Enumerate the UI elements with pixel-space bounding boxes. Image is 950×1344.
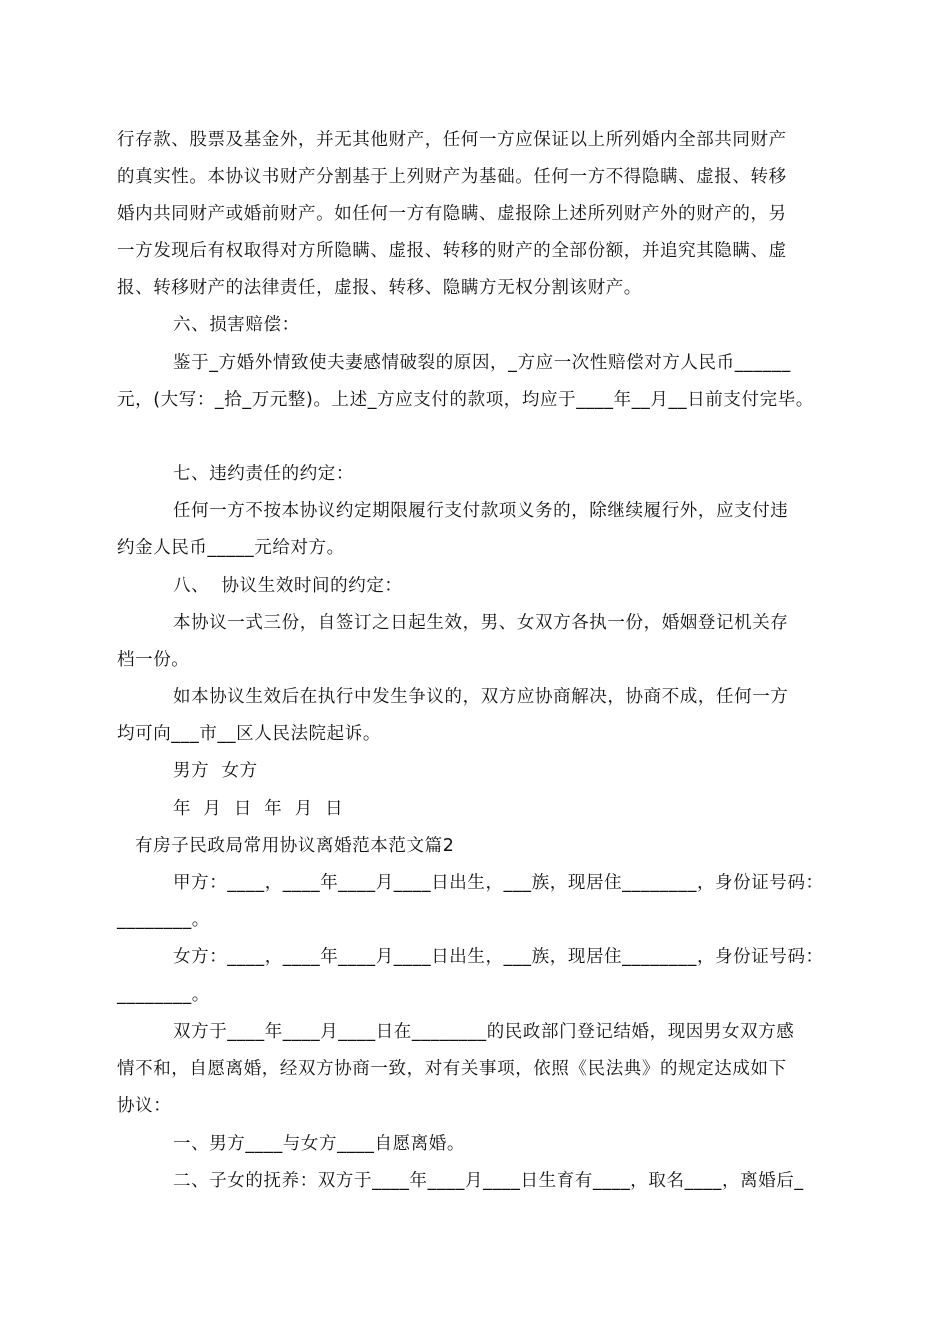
- section-heading: 八、 协议生效时间的约定：: [173, 576, 403, 596]
- text-line: ________。: [117, 910, 210, 930]
- section-heading: 七、违约责任的约定：: [173, 464, 354, 484]
- text-line: 双方于____年____月____日在________的民政部门登记结婚，现因男女双方感: [173, 1022, 795, 1042]
- text-line: 鉴于_方婚外情致使夫妻感情破裂的原因，_方应一次性赔偿对方人民币______: [173, 353, 791, 373]
- section-heading: 六、损害赔偿：: [173, 315, 300, 335]
- text-line: 任何一方不按本协议约定期限履行支付款项义务的，除继续履行外，应支付违: [173, 501, 789, 521]
- document-title: 有房子民政局常用协议离婚范本范文篇2: [135, 836, 455, 856]
- text-line: 甲方：____，____年____月____日出生，___族，现居住________，身份证号码：: [173, 873, 824, 893]
- text-line: 报、转移财产的法律责任，虚报、转移、隐瞒方无权分割该财产。: [117, 278, 642, 298]
- text-line: 均可向___市__区人民法院起诉。: [117, 724, 381, 744]
- text-line: 婚内共同财产或婚前财产。如任何一方有隐瞒、虚报除上述所列财产外的财产的，另: [117, 204, 787, 224]
- text-line: 女方：____，____年____月____日出生，___族，现居住________，身份证号码：: [173, 947, 824, 967]
- text-line: 情不和，自愿离婚，经双方协商一致，对有关事项，依照《民法典》的规定达成如下: [117, 1059, 787, 1079]
- text-line: 行存款、股票及基金外，并无其他财产，任何一方应保证以上所列婚内全部共同财产: [117, 130, 787, 150]
- text-line: 的真实性。本协议书财产分割基于上列财产为基础。任何一方不得隐瞒、虚报、转移: [117, 167, 787, 187]
- text-line: 元，(大写：_拾_万元整)。上述_方应支付的款项，均应于____年__月__日前支付完毕。: [117, 390, 814, 410]
- text-line: ________。: [117, 985, 210, 1005]
- text-line: 一、男方____与女方____自愿离婚。: [173, 1134, 465, 1154]
- date-line: 年 月 日 年 月 日: [173, 799, 344, 819]
- text-line: 如本协议生效后在执行中发生争议的，双方应协商解决，协商不成，任何一方: [173, 687, 789, 707]
- signature-line: 男方 女方: [173, 761, 258, 781]
- text-line: 约金人民币_____元给对方。: [117, 538, 345, 558]
- text-line: 档一份。: [117, 650, 190, 670]
- text-line: 本协议一式三份，自签订之日起生效，男、女双方各执一份，婚姻登记机关存: [173, 613, 789, 633]
- text-line: 协议：: [117, 1096, 172, 1116]
- text-line: 二、子女的抚养：双方于____年____月____日生育有____，取名____，离婚后_: [173, 1171, 804, 1191]
- text-line: 一方发现后有权取得对方所隐瞒、虚报、转移的财产的全部份额，并追究其隐瞒、虚: [117, 241, 787, 261]
